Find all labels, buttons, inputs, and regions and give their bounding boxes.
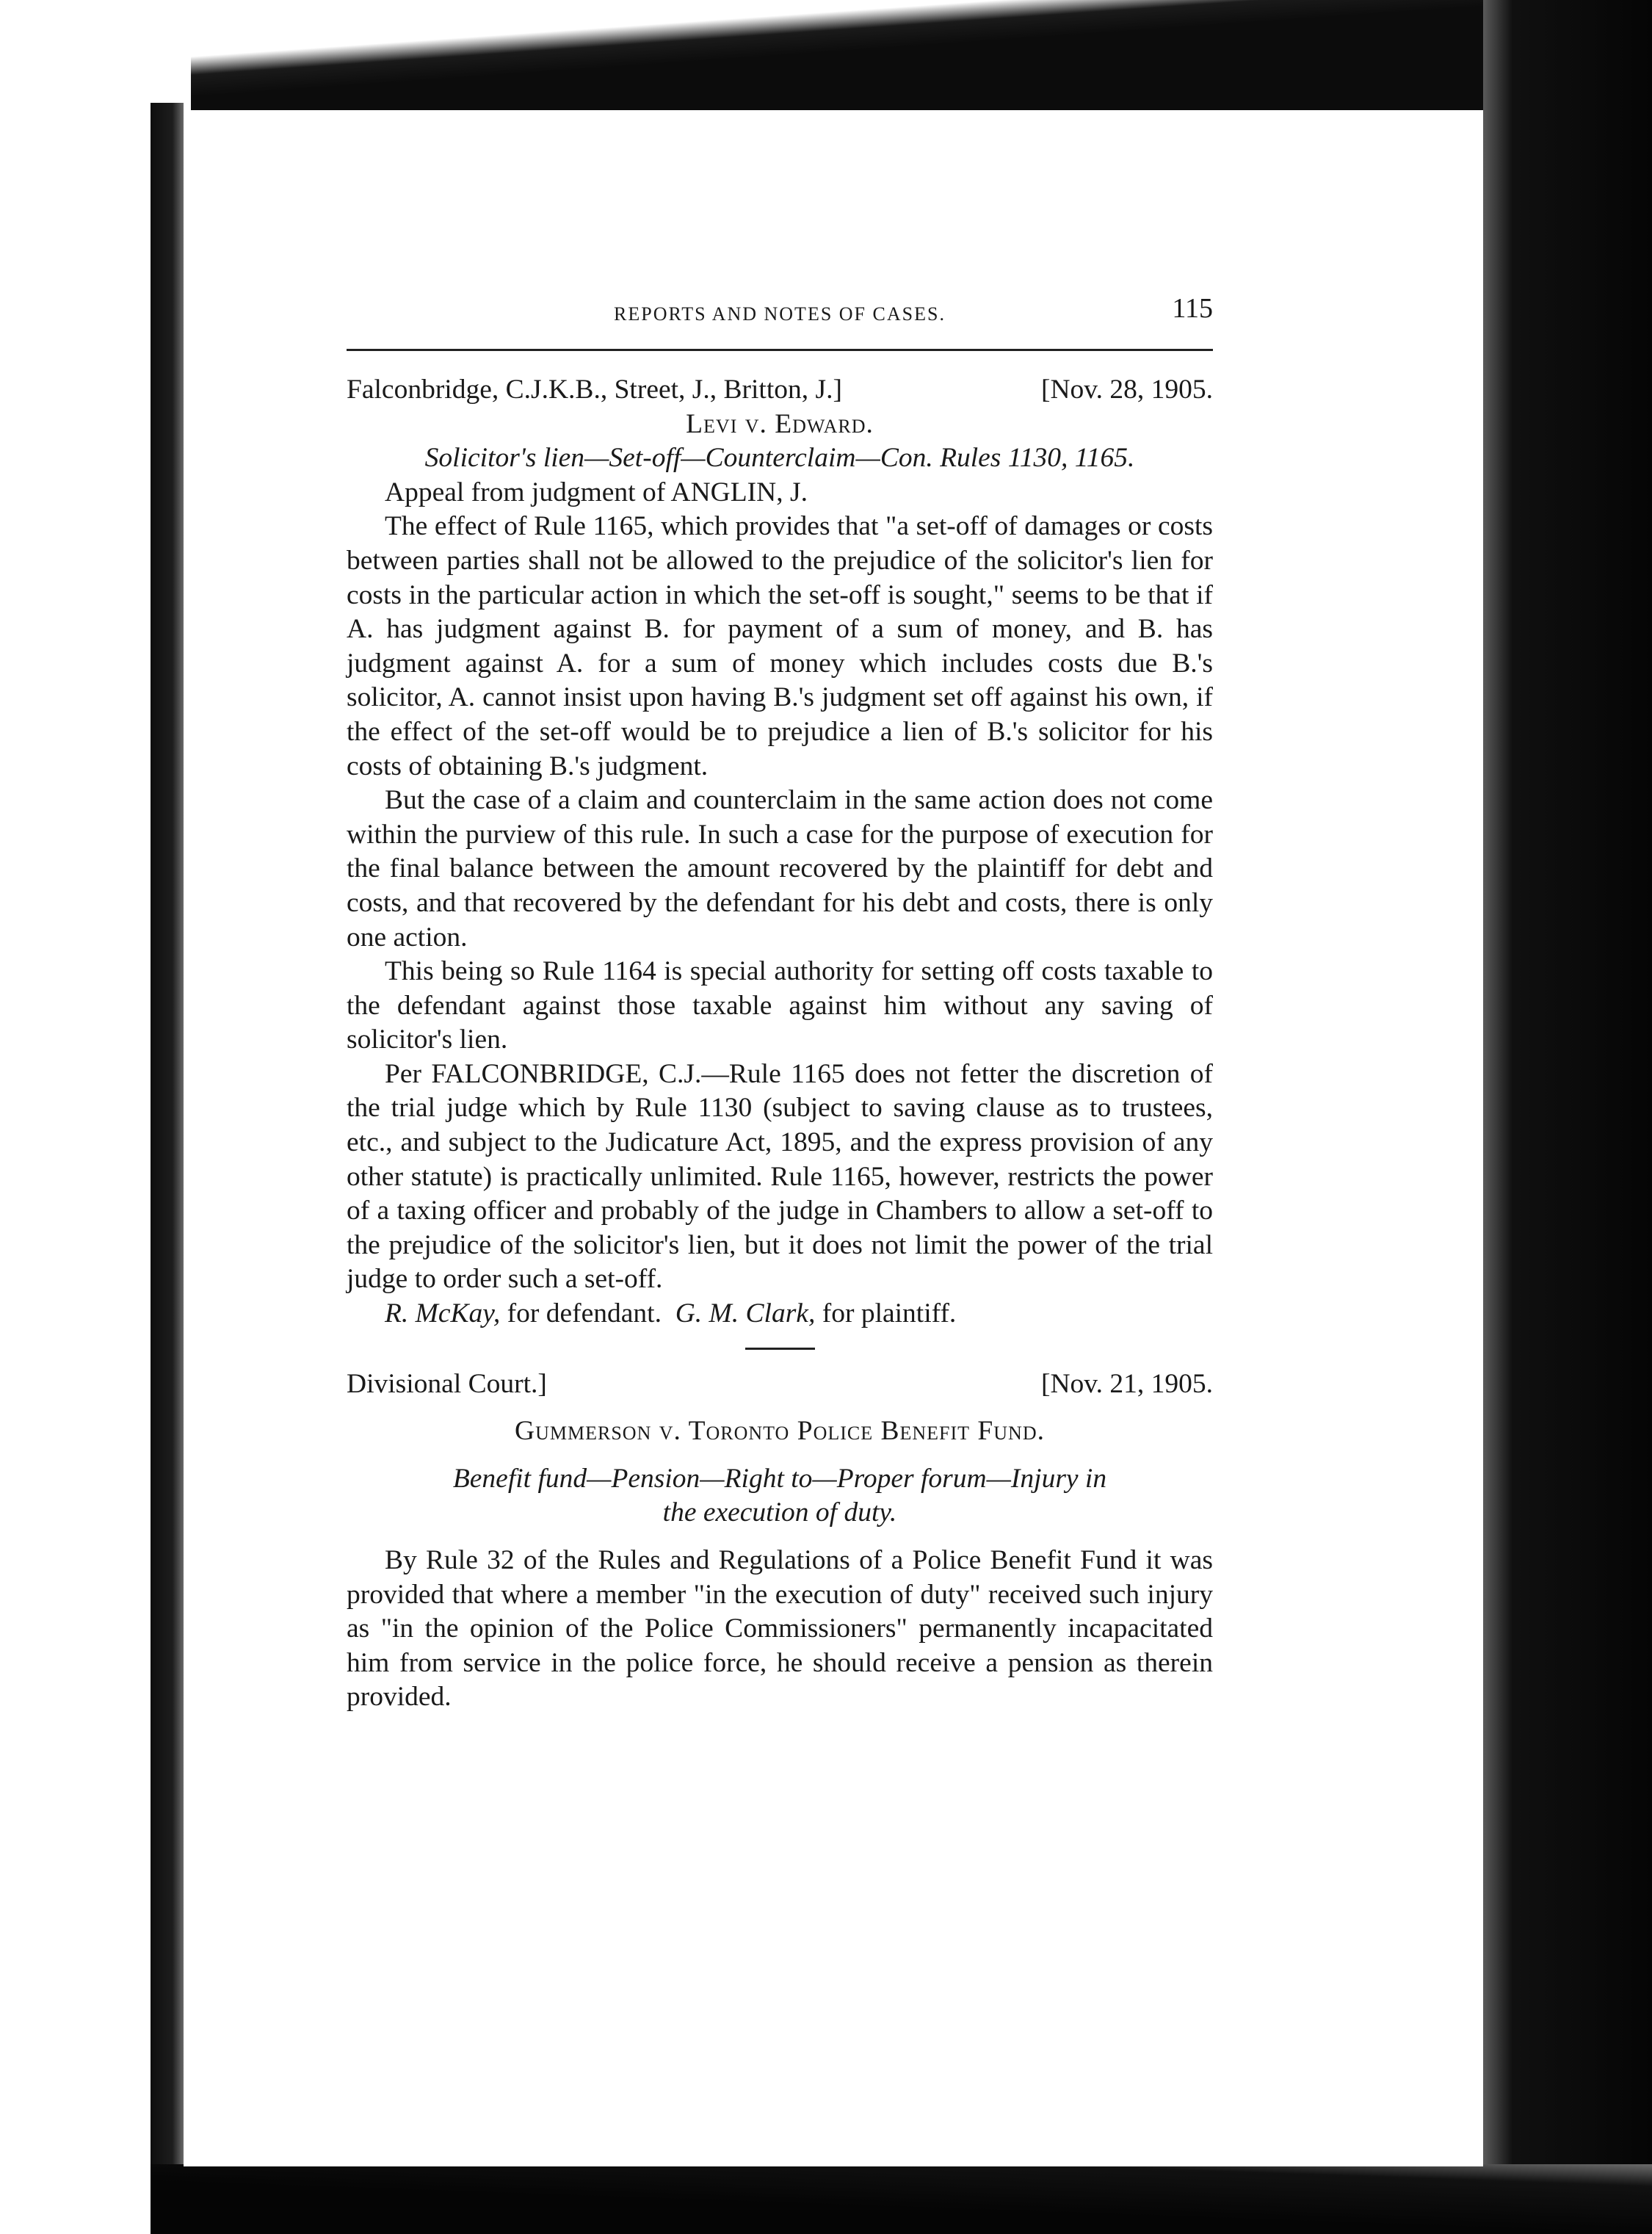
court-judges: Falconbridge, C.J.K.B., Street, J., Britton, J.] xyxy=(347,375,842,405)
paragraph: But the case of a claim and counterclaim in the same action does not come within the purview of this rule. In such a case for the purpose of execution for the final balance between the amount recovered by the plaintiff for debt and costs, and that recovered by the defendant for his debt and costs, there is only one action. xyxy=(347,785,1213,952)
spacer xyxy=(347,1401,1213,1414)
scan-edge-right xyxy=(1483,0,1652,2234)
case-title: Gummerson v. Toronto Police Benefit Fund. xyxy=(515,1416,1045,1447)
court-line xyxy=(347,373,1213,408)
paragraph: This being so Rule 1164 is special authority for setting off costs taxable to the defendant against those taxable against him without any saving of solicitor's lien. xyxy=(347,956,1213,1055)
case-divider xyxy=(745,1348,815,1350)
page-number: 115 xyxy=(1172,293,1213,324)
paragraph: The effect of Rule 1165, which provides that "a set-off of damages or costs between parties shall not be allowed to the prejudice of the solicitor's lien for costs in the particular action in which the set-off is sought," seems to be that if A. has judgment against B. for payment of a sum of money, and B. has judgment against A. for a sum of money which includes costs due B.'s solicitor, A. cannot insist upon having B.'s judgment set off against his own, if the effect of the set-off would be to prejudice a lien of B.'s solicitor for his costs of obtaining B.'s judgment. xyxy=(347,511,1213,781)
counsel-plaintiff-role: for plaintiff. xyxy=(822,1298,957,1329)
counsel-defendant-role: for defendant. xyxy=(507,1298,662,1329)
scan-edge-bottom xyxy=(151,2164,1652,2234)
court-line xyxy=(347,1367,1213,1402)
counsel-defendant-name: R. McKay, xyxy=(385,1298,501,1329)
spacer xyxy=(347,1530,1213,1544)
running-head-title: REPORTS AND NOTES OF CASES. xyxy=(614,303,946,325)
case-subject-line-1: Benefit fund—Pension—Right to—Proper forum—Injury in xyxy=(452,1463,1107,1494)
decision-date: [Nov. 21, 1905. xyxy=(1040,1368,1213,1399)
decision-date: [Nov. 28, 1905. xyxy=(1040,375,1213,405)
paragraph: By Rule 32 of the Rules and Regulations of a Police Benefit Fund it was provided that where a member "in the execution of duty" received such injury as "in the opinion of the Police Commissioners" permanently incapacitated him from service in the police force, he should receive a pension as therein provided. xyxy=(347,1545,1213,1713)
counsel-plaintiff-name: G. M. Clark, xyxy=(675,1298,816,1329)
scan-edge-left xyxy=(151,103,184,2234)
spacer xyxy=(347,1449,1213,1462)
case-levi-v-edward xyxy=(347,373,1213,1331)
paragraph: Appeal from judgment of ANGLIN, J. xyxy=(385,477,808,507)
case-subject-line-2: the execution of duty. xyxy=(662,1497,897,1528)
scan-edge-top xyxy=(0,0,1652,110)
case-gummerson-v-toronto-police-benefit-fund xyxy=(347,1367,1213,1715)
header-rule xyxy=(347,349,1213,351)
case-title: Levi v. Edward. xyxy=(686,408,874,439)
court-name: Divisional Court.] xyxy=(347,1368,547,1399)
page-content xyxy=(347,293,1213,1715)
case-subject: Solicitor's lien—Set-off—Counterclaim—Con. Rules 1130, 1165. xyxy=(424,443,1135,474)
counsel-line xyxy=(347,1297,1213,1331)
paragraph: Per FALCONBRIDGE, C.J.—Rule 1165 does not fetter the discretion of the trial judge which by Rule 1130 (subject to saving clause as to trustees, etc., and subject to the Judicature Act, 1895, and the express provision of any other statute) is practically unlimited. Rule 1165, however, restricts the power of a taxing officer and probably of the judge in Chambers to allow a set-off to the prejudice of the solicitor's lien, but it does not limit the power of the trial judge to order such a set-off. xyxy=(347,1058,1213,1295)
running-head xyxy=(347,293,1213,349)
